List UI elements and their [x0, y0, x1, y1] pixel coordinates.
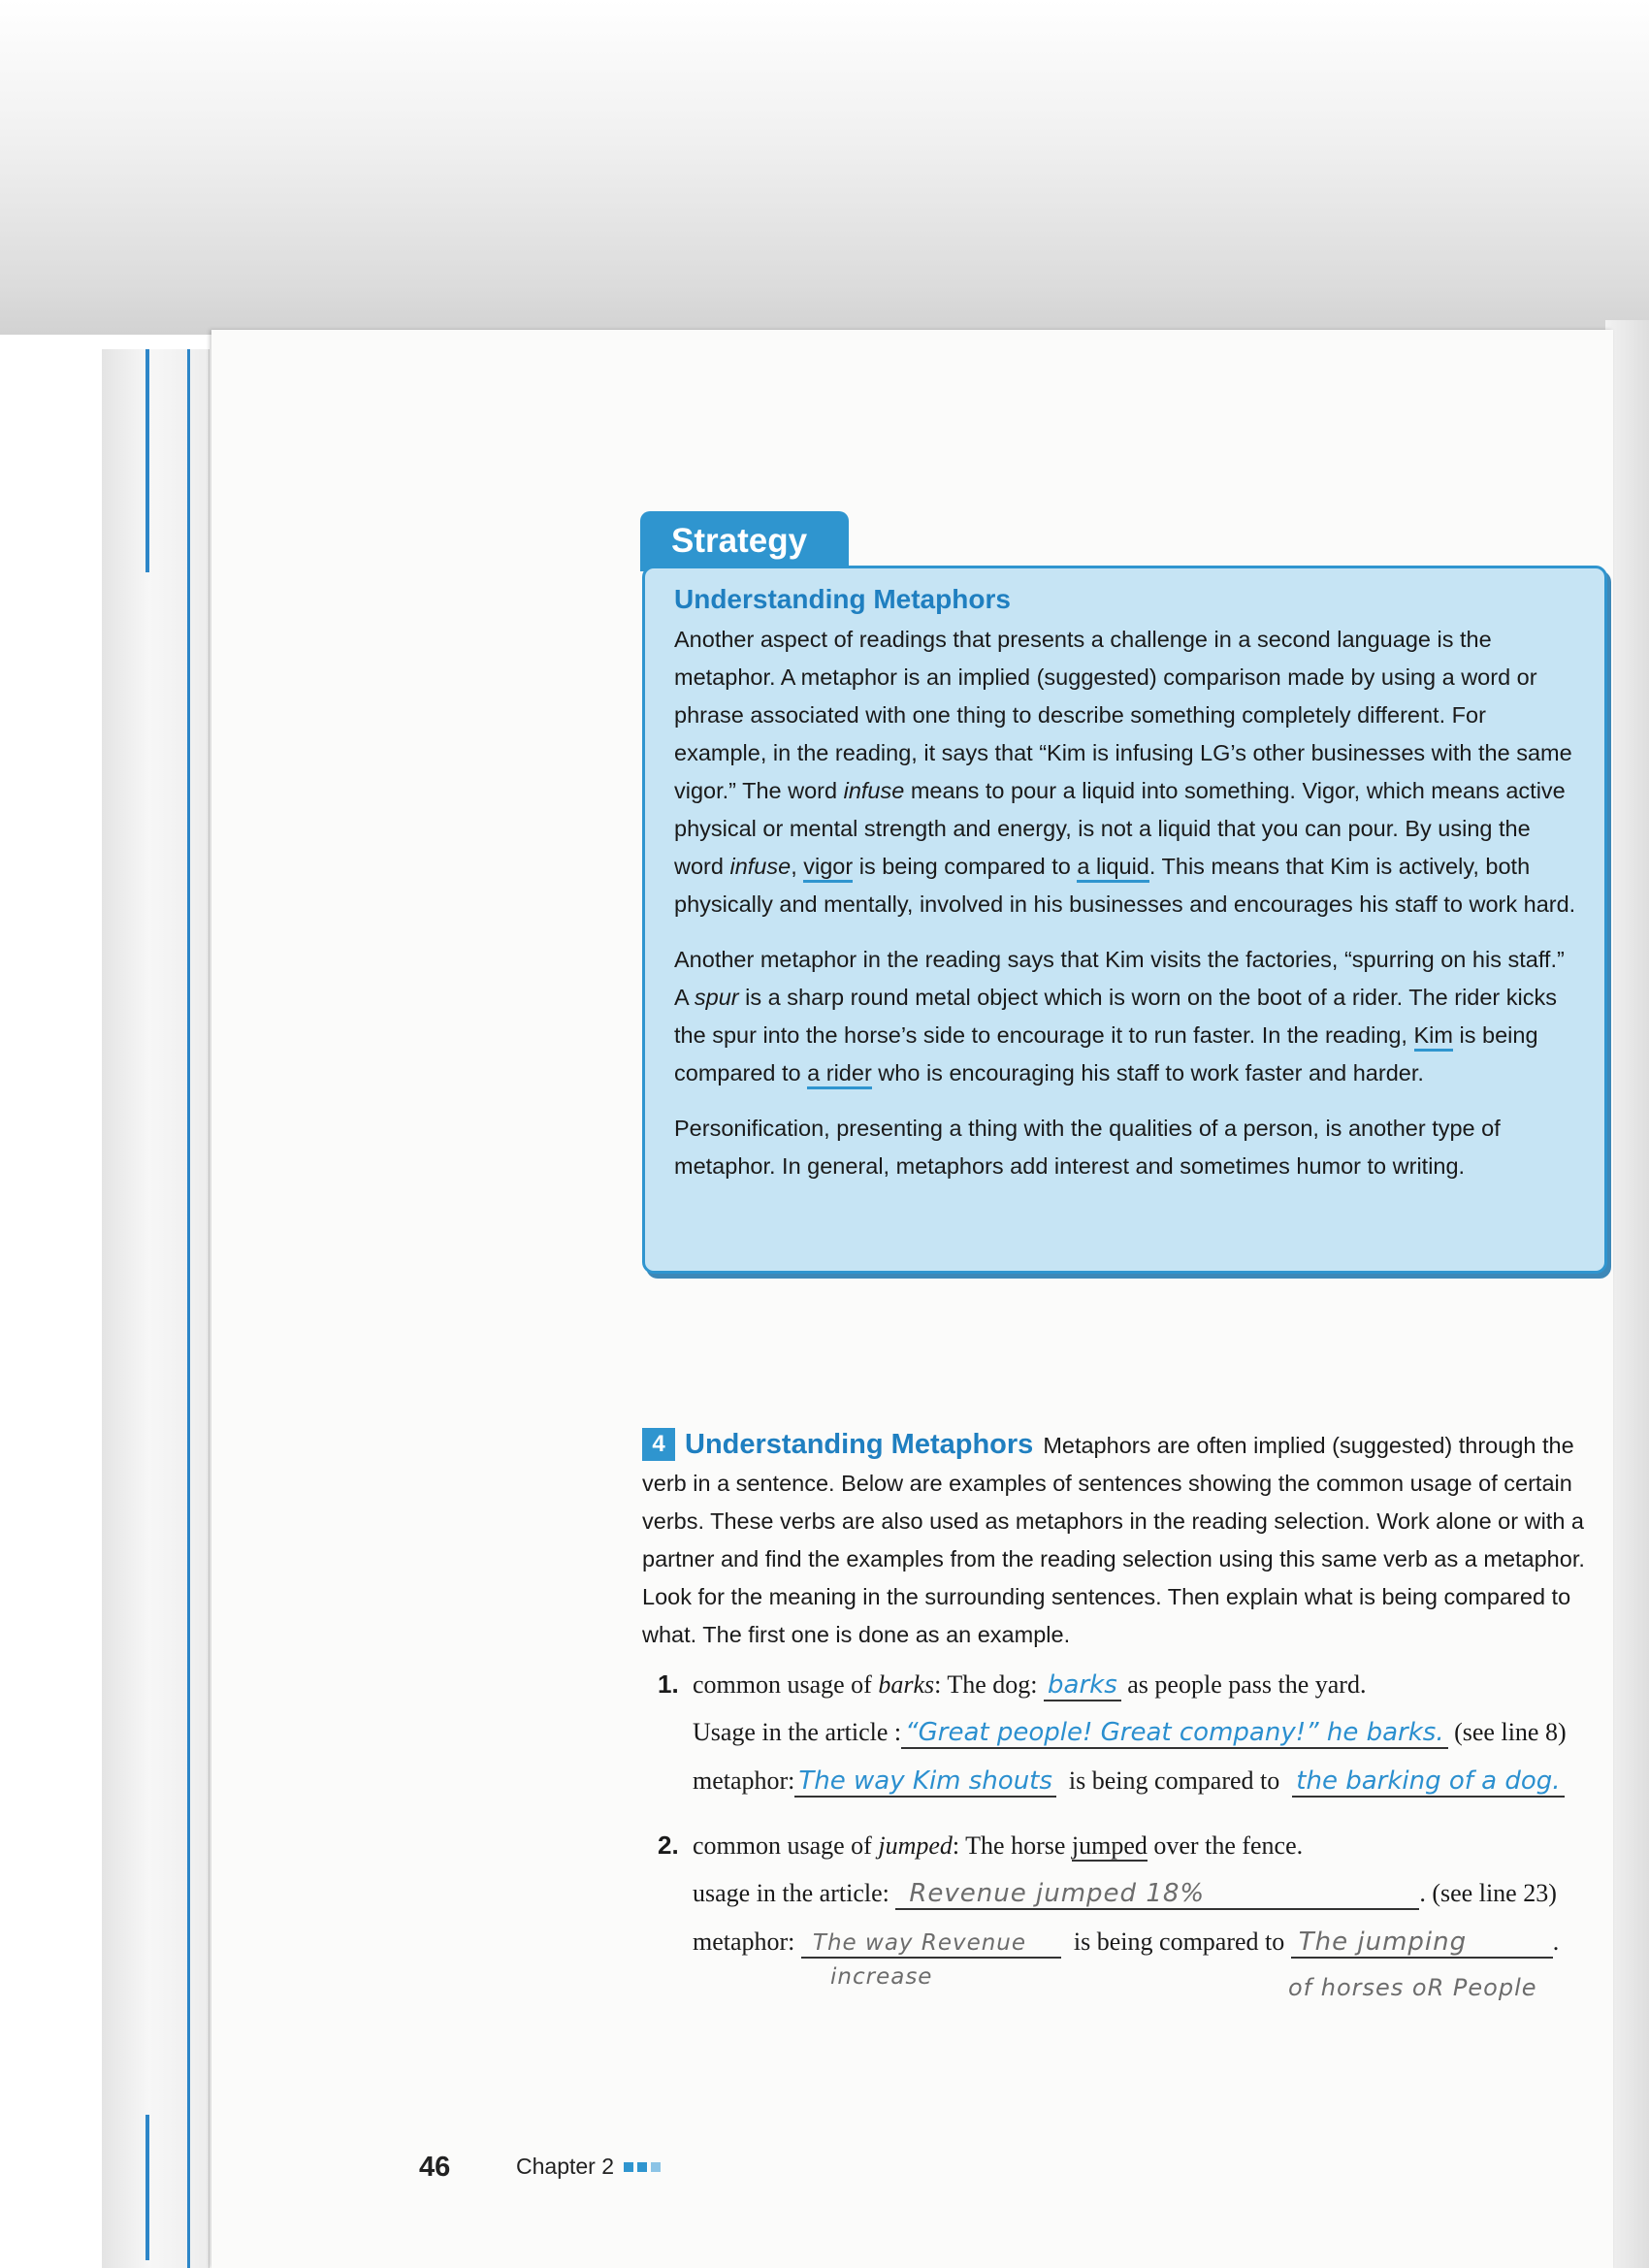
- answer-field[interactable]: barks: [1044, 1670, 1121, 1701]
- item-2-compared-continued: of horses oR People: [1288, 1974, 1537, 2001]
- chapter-marker-icon: [624, 2162, 633, 2172]
- chapter-label: Chapter 2: [516, 2154, 661, 2180]
- strategy-title: Understanding Metaphors: [674, 584, 1011, 614]
- item-2-usage: 2. common usage of jumped: The horse jumped over the fence.: [658, 1831, 1304, 1860]
- edge-stripe: [146, 349, 149, 572]
- strategy-paragraph-2: Another metaphor in the reading says that Kim visits the factories, “spurring on his staff.” A spur is a sharp round metal object which is worn on the boot of a rider. The rider kicks the spur into the horse’s side to encourage it to run faster. In the reading, Kim is being compared to a rider who is encouraging his staff to work faster and harder.: [674, 941, 1581, 1092]
- chapter-marker-icon: [651, 2162, 661, 2172]
- exercise-instructions: [642, 1426, 1607, 1654]
- answer-field[interactable]: The way Kim shouts: [794, 1766, 1056, 1798]
- underlined-word: a liquid: [1077, 854, 1148, 883]
- strategy-paragraph-3: Personification, presenting a thing with the qualities of a person, is another type of metaphor. In general, metaphors add interest and sometimes humor to writing.: [674, 1116, 1501, 1179]
- answer-field[interactable]: “Great people! Great company!” he barks.: [901, 1718, 1447, 1749]
- answer-field[interactable]: the barking of a dog.: [1292, 1766, 1564, 1798]
- book-page-edges: [102, 349, 210, 2268]
- underlined-word: vigor: [803, 854, 853, 883]
- item-2-metaphor-continued: increase: [830, 1964, 933, 1990]
- item-2-article: usage in the article: Revenue jumped 18% . (see line 23): [693, 1879, 1557, 1908]
- exercise-title: Understanding Metaphors: [685, 1429, 1034, 1460]
- answer-field[interactable]: Revenue jumped 18%: [895, 1879, 1419, 1910]
- edge-stripe: [146, 2115, 149, 2260]
- item-2-metaphor: metaphor: The way Revenue is being compared to The jumping .: [693, 1928, 1560, 1957]
- strategy-box: [642, 566, 1607, 1274]
- item-1-article: Usage in the article : “Great people! Great company!” he barks. (see line 8): [693, 1718, 1567, 1747]
- strategy-paragraph-1: Another aspect of readings that presents a challenge in a second language is the metaphor. A metaphor is an implied (suggested) comparison made by using a word or phrase associated with one thing to describe something completely different. For example, in the reading, it says that “Kim is infusing LG’s other businesses with the same vigor.” The word infuse means to pour a liquid into something. Vigor, which means active physical or mental strength and energy, is not a liquid that you can pour. By using the word infuse, vigor is being compared to a liquid. This means that Kim is actively, both physically and mentally, involved in his businesses and encourages his staff to work hard.: [674, 627, 1576, 917]
- exercise-number: 4: [642, 1428, 675, 1461]
- underlined-word: Kim: [1414, 1022, 1453, 1052]
- page-number: 46: [419, 2152, 451, 2183]
- underlined-word: a rider: [807, 1060, 872, 1089]
- edge-stripe: [187, 349, 190, 2268]
- answer-field[interactable]: The jumping: [1291, 1928, 1553, 1959]
- strategy-tab: Strategy: [640, 511, 849, 571]
- scanner-background: [0, 0, 1649, 335]
- item-1-usage: 1. common usage of barks: The dog: barks as people pass the yard.: [658, 1669, 1367, 1700]
- exercise-text: Metaphors are often implied (suggested) through the verb in a sentence. Below are examples of sentences showing the common usage of certain verbs. These verbs are also used as metaphors in the reading selection. Work alone or with a partner and find the examples from the reading selection using this same verb as a metaphor. Look for the meaning in the surrounding sentences. Then explain what is being compared to what. The first one is done as an example.: [642, 1433, 1585, 1647]
- item-1-metaphor: metaphor: The way Kim shouts is being compared to the barking of a dog.: [693, 1766, 1565, 1796]
- answer-field[interactable]: The way Revenue: [801, 1928, 1061, 1959]
- chapter-marker-icon: [637, 2162, 647, 2172]
